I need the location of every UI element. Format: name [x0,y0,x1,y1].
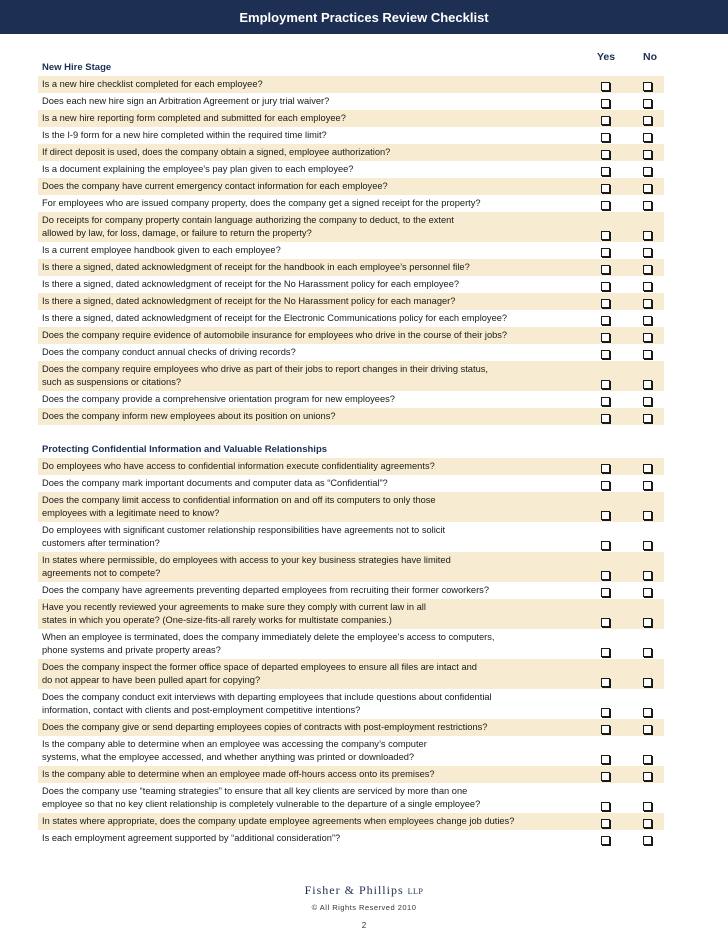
section-title: New Hire Stage [42,62,112,73]
yes-checkbox[interactable] [601,316,610,325]
question-line: Does the company have current emergency contact information for each employee? [42,181,388,191]
checklist-row [38,458,664,475]
question-text [42,146,582,159]
column-header-no: No [643,51,657,63]
no-checkbox[interactable] [643,414,652,423]
question-text [42,278,582,291]
question-line: such as suspensions or citations? [42,377,182,387]
no-checkbox[interactable] [643,350,652,359]
question-line: Does the company give or send departing employees copies of contracts with post-employment restrictions? [42,722,488,732]
question-line: allowed by law, for loss, damage, or failure to return the property? [42,228,312,238]
question-line: Is a document explaining the employee’s pay plan given to each employee? [42,164,354,174]
yes-checkbox[interactable] [601,99,610,108]
no-checkbox[interactable] [643,299,652,308]
yes-checkbox[interactable] [601,380,610,389]
question-text [42,738,582,764]
question-text [42,601,582,627]
question-line: Is a current employee handbook given to each employee? [42,245,281,255]
no-checkbox[interactable] [643,231,652,240]
no-checkbox[interactable] [643,648,652,657]
question-text [42,363,582,389]
checklist-row [38,659,664,689]
question-text [42,163,582,176]
checklist-row [38,76,664,93]
question-text [42,95,582,108]
yes-checkbox[interactable] [601,836,610,845]
yes-checkbox[interactable] [601,755,610,764]
question-text [42,180,582,193]
yes-checkbox[interactable] [601,648,610,657]
question-line: Does the company limit access to confidential information on and off its computers to only those [42,495,436,505]
checklist-row [38,310,664,327]
checklist-row [38,161,664,178]
no-checkbox[interactable] [643,184,652,193]
yes-checkbox[interactable] [601,772,610,781]
no-checkbox[interactable] [643,772,652,781]
no-checkbox[interactable] [643,802,652,811]
yes-checkbox[interactable] [601,397,610,406]
checklist-row [38,144,664,161]
question-text [42,129,582,142]
question-line: customers after termination? [42,538,160,548]
question-line: Does the company require evidence of automobile insurance for employees who drive in the course of their jobs? [42,330,508,340]
checklist-row [38,766,664,783]
checklist-row [38,813,664,830]
checklist-row [38,599,664,629]
no-checkbox[interactable] [643,99,652,108]
checklist-row [38,276,664,293]
question-line: phone systems and private property areas? [42,645,221,655]
question-line: Do employees who have access to confidential information execute confidentiality agreements? [42,461,435,471]
question-line: Is a new hire checklist completed for each employee? [42,79,263,89]
question-line: Does the company conduct annual checks of driving records? [42,347,296,357]
question-line: Do employees with significant customer relationship responsibilities have agreements not to solicit [42,525,446,535]
checklist-row [38,195,664,212]
checklist-row [38,361,664,391]
question-line: Is the I-9 form for a new hire completed within the required time limit? [42,130,327,140]
page-title: Employment Practices Review Checklist [239,10,489,25]
question-line: Is there a signed, dated acknowledgment of receipt for the handbook in each employee’s personnel file? [42,262,470,272]
column-header-yes: Yes [597,51,616,63]
no-checkbox[interactable] [643,836,652,845]
checklist-row [38,391,664,408]
no-checkbox[interactable] [643,618,652,627]
question-text [42,691,582,717]
no-checkbox[interactable] [643,725,652,734]
question-line: Does the company inform new employees about its position on unions? [42,411,336,421]
question-text [42,261,582,274]
yes-checkbox[interactable] [601,167,610,176]
question-line: agreements not to compete? [42,568,161,578]
no-checkbox[interactable] [643,282,652,291]
checklist-row [38,110,664,127]
yes-checkbox[interactable] [601,82,610,91]
checklist-row [38,629,664,659]
no-checkbox[interactable] [643,133,652,142]
question-line: Is a new hire reporting form completed and submitted for each employee? [42,113,346,123]
question-line: Is there a signed, dated acknowledgment of receipt for the No Harassment policy for each manager? [42,296,456,306]
question-text [42,112,582,125]
question-line: Do receipts for company property contain language authorizing the company to deduct, to the extent [42,215,454,225]
yes-checkbox[interactable] [601,678,610,687]
checklist-row [38,475,664,492]
question-text [42,197,582,210]
checklist-row [38,522,664,552]
question-line: Does the company provide a comprehensive orientation program for new employees? [42,394,395,404]
question-text [42,329,582,342]
question-line: Does each new hire sign an Arbitration Agreement or jury trial waiver? [42,96,330,106]
question-text [42,494,582,520]
question-line: Does the company conduct exit interviews with departing employees that include questions about confidential [42,692,492,702]
no-checkbox[interactable] [643,82,652,91]
yes-checkbox[interactable] [601,819,610,828]
no-checkbox[interactable] [643,380,652,389]
question-text [42,312,582,325]
no-checkbox[interactable] [643,397,652,406]
yes-checkbox[interactable] [601,350,610,359]
firm-name: Fisher & Phillips [304,883,404,897]
no-checkbox[interactable] [643,248,652,257]
yes-checkbox[interactable] [601,414,610,423]
checklist-row [38,178,664,195]
question-line: systems, what the employee accessed, and whether anything was printed or downloaded? [42,752,415,762]
question-line: states in which you operate? (One-size-fits-all rarely works for multistate companies.) [42,615,392,625]
yes-checkbox[interactable] [601,725,610,734]
yes-checkbox[interactable] [601,802,610,811]
question-line: employee so that no key client relationship is completely vulnerable to the departure of a single employee? [42,799,481,809]
question-text [42,832,582,845]
yes-checkbox[interactable] [601,150,610,159]
yes-checkbox[interactable] [601,464,610,473]
question-line: In states where permissible, do employees with access to your key business strategies have limited [42,555,451,565]
yes-checkbox[interactable] [601,588,610,597]
question-text [42,244,582,257]
question-text [42,721,582,734]
yes-checkbox[interactable] [601,618,610,627]
no-checkbox[interactable] [643,316,652,325]
yes-checkbox[interactable] [601,133,610,142]
question-text [42,410,582,423]
checklist-row [38,689,664,719]
no-checkbox[interactable] [643,755,652,764]
question-text [42,785,582,811]
no-checkbox[interactable] [643,201,652,210]
question-line: Is the company able to determine when an employee made off-hours access onto its premises? [42,769,435,779]
yes-checkbox[interactable] [601,248,610,257]
question-text [42,78,582,91]
question-line: Does the company require employees who drive as part of their jobs to report changes in their driving status, [42,364,488,374]
checklist-row [38,212,664,242]
question-line: Is there a signed, dated acknowledgment of receipt for the No Harassment policy for each employee? [42,279,460,289]
page-header [0,0,728,34]
question-line: Does the company have agreements preventing departed employees from recruiting their former coworkers? [42,585,489,595]
checklist-row [38,93,664,110]
section-title: Protecting Confidential Information and Valuable Relationships [42,444,328,455]
yes-checkbox[interactable] [601,299,610,308]
question-text [42,214,582,240]
page-number: 2 [361,921,367,930]
question-line: Is the company able to determine when an employee was accessing the company’s computer [42,739,427,749]
checklist-row [38,293,664,310]
question-line: do not appear to have been pulled apart for copying? [42,675,261,685]
checklist-row [38,492,664,522]
yes-checkbox[interactable] [601,571,610,580]
no-checkbox[interactable] [643,588,652,597]
no-checkbox[interactable] [643,167,652,176]
yes-checkbox[interactable] [601,481,610,490]
no-checkbox[interactable] [643,708,652,717]
yes-checkbox[interactable] [601,231,610,240]
question-text [42,584,582,597]
question-text [42,524,582,550]
question-line: For employees who are issued company property, does the company get a signed receipt for the property? [42,198,481,208]
no-checkbox[interactable] [643,678,652,687]
question-line: Is there a signed, dated acknowledgment of receipt for the Electronic Communications policy for each employee? [42,313,508,323]
checklist-row [38,408,664,425]
question-line: Does the company mark important documents and computer data as “Confidential”? [42,478,388,488]
question-line: Have you recently reviewed your agreements to make sure they comply with current law in all [42,602,426,612]
yes-checkbox[interactable] [601,201,610,210]
no-checkbox[interactable] [643,265,652,274]
checklist-row [38,242,664,259]
question-line: In states where appropriate, does the company update employee agreements when employees change job duties? [42,816,515,826]
no-checkbox[interactable] [643,333,652,342]
checklist-row [38,259,664,276]
checklist-row [38,736,664,766]
question-line: Is each employment agreement supported by “additional consideration”? [42,833,341,843]
question-text [42,477,582,490]
question-text [42,768,582,781]
no-checkbox[interactable] [643,481,652,490]
checklist-row [38,344,664,361]
question-text [42,393,582,406]
checklist-row [38,552,664,582]
question-text [42,631,582,657]
yes-checkbox[interactable] [601,116,610,125]
yes-checkbox[interactable] [601,333,610,342]
no-checkbox[interactable] [643,464,652,473]
question-line: If direct deposit is used, does the company obtain a signed, employee authorization? [42,147,391,157]
yes-checkbox[interactable] [601,708,610,717]
checklist-row [38,719,664,736]
checklist-row [38,327,664,344]
question-text [42,295,582,308]
no-checkbox[interactable] [643,511,652,520]
question-line: When an employee is terminated, does the company immediately delete the employee’s access to computers, [42,632,495,642]
yes-checkbox[interactable] [601,265,610,274]
firm-logo [0,883,728,898]
no-checkbox[interactable] [643,541,652,550]
question-line: Does the company use “teaming strategies” to ensure that all key clients are serviced by more than one [42,786,468,796]
question-text [42,661,582,687]
no-checkbox[interactable] [643,116,652,125]
no-checkbox[interactable] [643,819,652,828]
question-text [42,346,582,359]
yes-checkbox[interactable] [601,282,610,291]
question-line: information, contact with clients and post-employment competitive intentions? [42,705,361,715]
no-checkbox[interactable] [643,571,652,580]
checklist-row [38,830,664,847]
question-text [42,554,582,580]
checklist-row [38,783,664,813]
yes-checkbox[interactable] [601,511,610,520]
firm-llp: LLP [407,887,424,896]
yes-checkbox[interactable] [601,541,610,550]
question-text [42,460,582,473]
checklist-row [38,582,664,599]
copyright: © All Rights Reserved 2010 [311,903,417,912]
question-line: Does the company inspect the former office space of departed employees to ensure all files are intact and [42,662,477,672]
question-line: employees with a legitimate need to know? [42,508,220,518]
question-text [42,815,582,828]
yes-checkbox[interactable] [601,184,610,193]
checklist-row [38,127,664,144]
no-checkbox[interactable] [643,150,652,159]
